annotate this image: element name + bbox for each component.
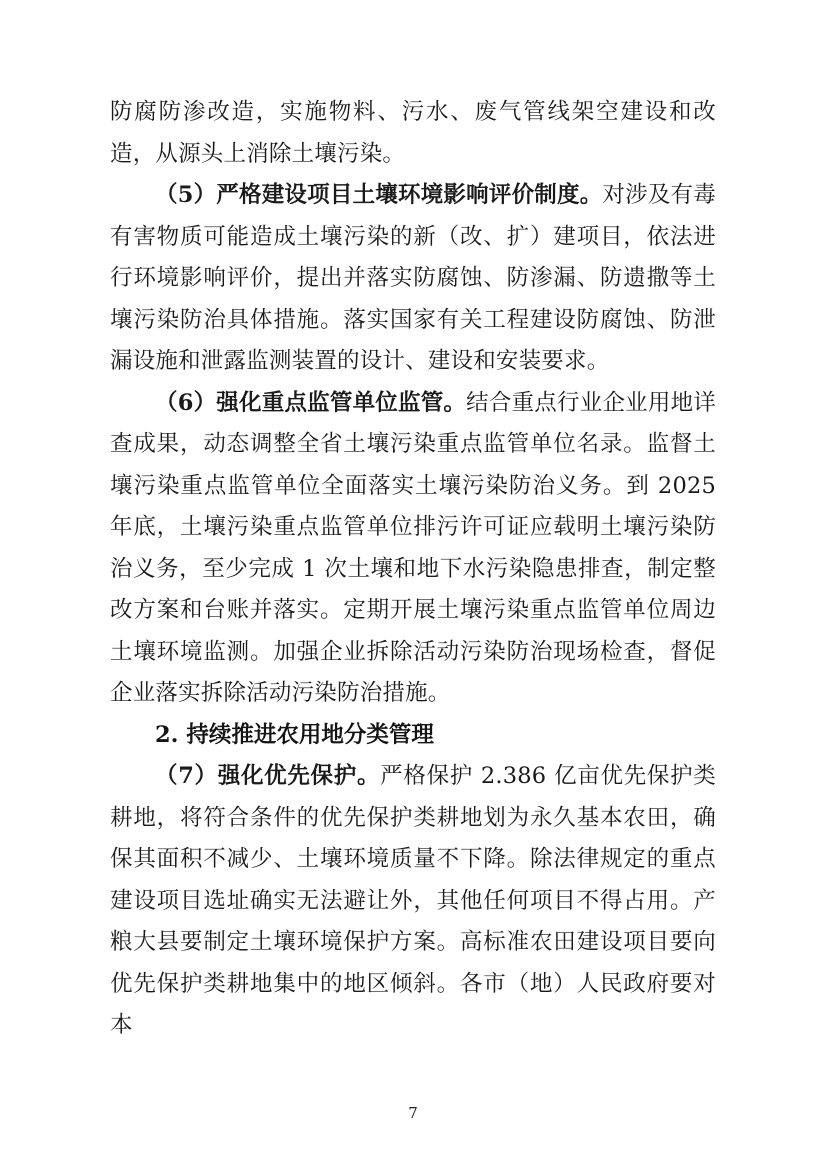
paragraph-continuation: 防腐防渗改造，实施物料、污水、废气管线架空建设和改造，从源头上消除土壤污染。 (110, 99, 716, 167)
paragraph-item-6-lead: （6）强化重点监管单位监管。 (155, 389, 467, 416)
paragraph-item-6-body: 结合重点行业企业用地详查成果，动态调整全省土壤污染重点监管单位名录。监督土壤污染重点监管单位全面落实土壤污染防治义务。到 2025 年底，土壤污染重点监管单位排污许可证应载明土壤污染防治义务，至少完成 1 次土壤和地下水污染隐患排查，制定整改方案和台账并落实。定期开展土壤污染重点监管单位周边土壤环境监测。加强企业拆除活动污染防治现场检查，督促企业落实拆除活动污染防治措施。 (110, 389, 716, 706)
paragraph-item-7-lead: （7）强化优先保护。 (155, 763, 381, 789)
paragraph-item-5 (110, 175, 716, 383)
paragraph-item-5-lead: （5）严格建设项目土壤环境影响评价制度。 (155, 182, 603, 208)
paragraph-item-7-body: 严格保护 2.386 亿亩优先保护类耕地，将符合条件的优先保护类耕地划为永久基本农田，确保其面积不减少、土壤环境质量不下降。除法律规定的重点建设项目选址确实无法避让外，其他任何项目不得占用。产粮大县要制定土壤环境保护方案。高标准农田建设项目要向优先保护类耕地集中的地区倾斜。各市（地）人民政府要对本 (110, 763, 716, 1038)
paragraph-item-6 (110, 383, 716, 715)
paragraph-item-5-body: 对涉及有毒有害物质可能造成土壤污染的新（改、扩）建项目，依法进行环境影响评价，提出并落实防腐蚀、防渗漏、防遗撒等土壤污染防治具体措施。落实国家有关工程建设防腐蚀、防泄漏设施和泄露监测装置的设计、建设和安装要求。 (110, 182, 716, 374)
section-heading-2: 2. 持续推进农用地分类管理 (155, 721, 434, 748)
paragraph-item-7 (110, 756, 716, 1047)
page-body (110, 92, 716, 1047)
page-number: 7 (408, 1104, 418, 1122)
